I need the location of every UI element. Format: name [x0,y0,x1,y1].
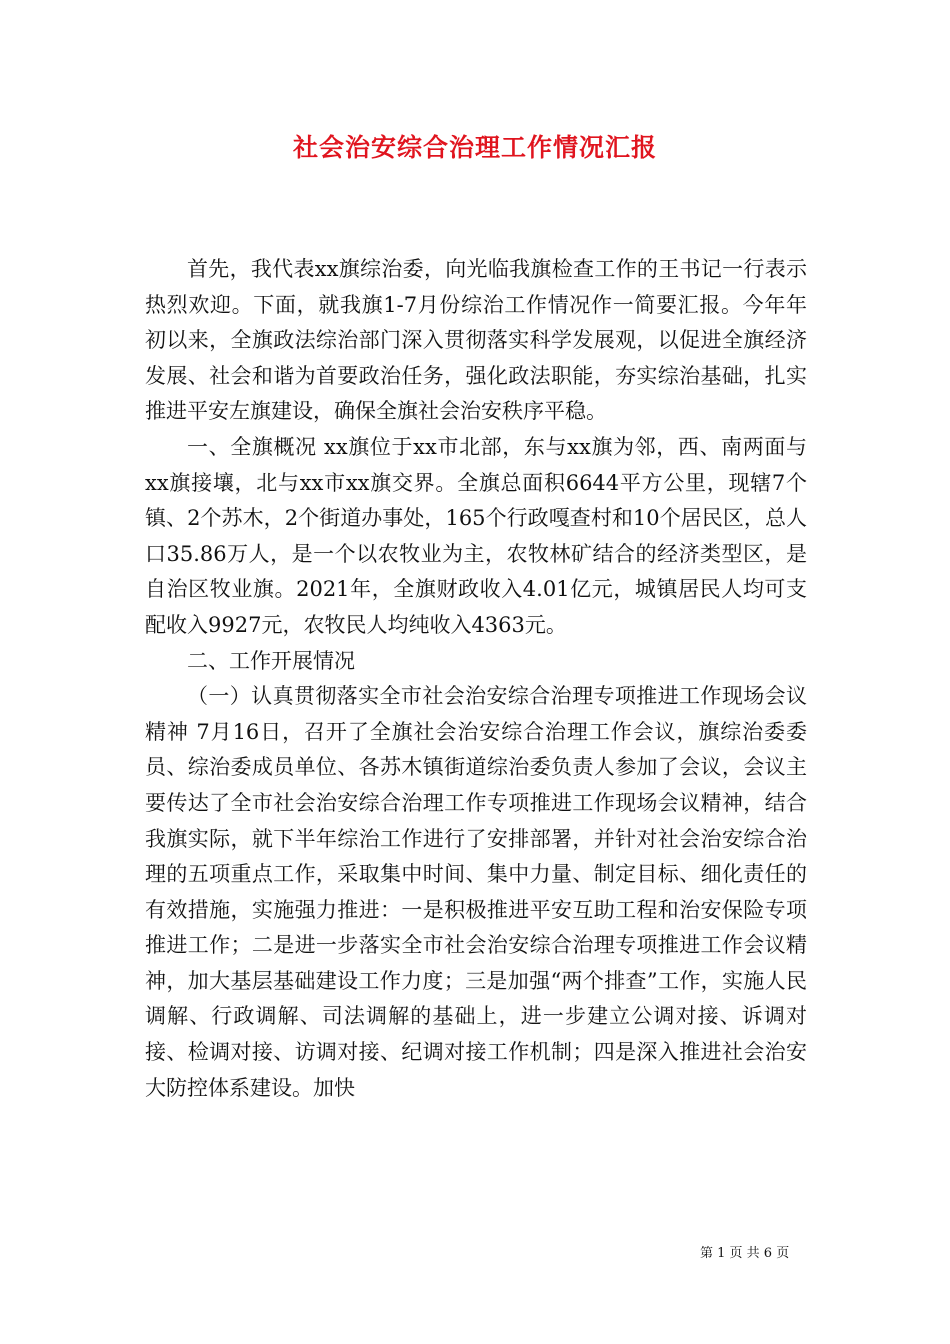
paragraph-intro: 首先，我代表xx旗综治委，向光临我旗检查工作的王书记一行表示热烈欢迎。下面，就我旗1-7月份综治工作情况作一简要汇报。今年年初以来，全旗政法综治部门深入贯彻落实科学发展观，以促进全旗经济发展、社会和谐为首要政治任务，强化政法职能，夯实综治基础，扎实推进平安左旗建设，确保全旗社会治安秩序平稳。 [145,257,807,424]
paragraph-work-details: （一）认真贯彻落实全市社会治安综合治理专项推进工作现场会议精神 7月16日，召开了全旗社会治安综合治理工作会议，旗综治委委员、综治委成员单位、各苏木镇街道综治委负责人参加了会议，会议主要传达了全市社会治安综合治理工作专项推进工作现场会议精神，结合我旗实际，就下半年综治工作进行了安排部署，并针对社会治安综合治理的五项重点工作，采取集中时间、集中力量、制定目标、细化责任的有效措施，实施强力推进：一是积极推进平安互助工程和治安保险专项推进工作；二是进一步落实全市社会治安综合治理专项推进工作会议精神，加大基层基础建设工作力度；三是加强“两个排查”工作，实施人民调解、行政调解、司法调解的基础上，进一步建立公调对接、诉调对接、检调对接、访调对接、纪调对接工作机制；四是深入推进社会治安大防控体系建设。加快 [145,684,807,1100]
document-body [145,252,807,1106]
section-heading-work: 二、工作开展情况 [187,648,355,673]
page-number-footer: 第 1 页 共 6 页 [700,1246,790,1261]
paragraph-overview: 一、全旗概况 xx旗位于xx市北部，东与xx旗为邻，西、南两面与xx旗接壤，北与xx市xx旗交界。全旗总面积6644平方公里，现辖7个镇、2个苏木，2个街道办事处，165个行政嘎查村和10个居民区，总人口35.86万人，是一个以农牧业为主，农牧林矿结合的经济类型区，是自治区牧业旗。2021年，全旗财政收入4.01亿元，城镇居民人均可支配收入9927元，农牧民人均纯收入4363元。 [145,434,807,637]
document-title: 社会治安综合治理工作情况汇报 [292,133,657,162]
